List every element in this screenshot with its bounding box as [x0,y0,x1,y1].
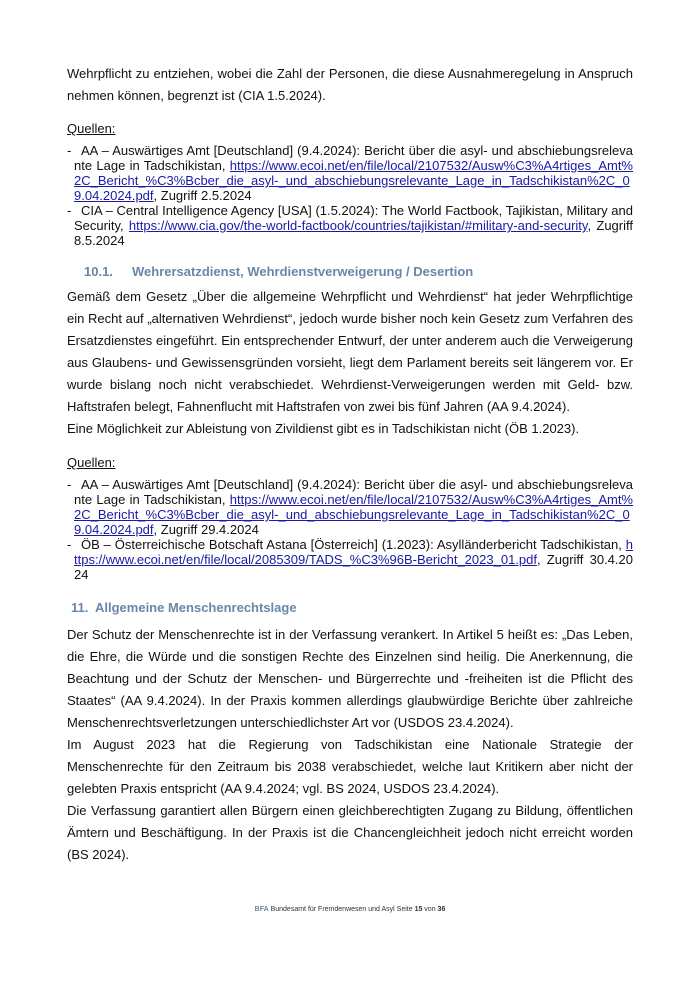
section-heading-10-1: 10.1. Wehrersatzdienst, Wehrdienstverweigerung / Desertion [84,264,474,279]
section-10-1-body: Gemäß dem Gesetz „Über die allgemeine Wehrpflicht und Wehrdienst“ hat jeder Wehrpflichtige ein Recht auf „alternativen Wehrdienst“, jedoch wurde bisher noch kein Gesetz zum Verfahren des Ersatzdienstes eingeführt. Ein entsprechender Entwurf, der unter anderem auch die Verweigerung aus Glaubens- und Gewissensgründen vorsieht, liegt dem Parlament bereits seit längerem vor. Er wurde bislang noch nicht verabschiedet. Wehrdienst-Verweigerungen werden mit Geld- bzw. Haftstrafen belegt, Fahnenflucht mit Haftstrafen von zwei bis fünf Jahren (AA 9.4.2024). Eine Möglichkeit zur Ableistung von Zivildienst gibt es in Tadschikistan nicht (ÖB 1.2023). [67,289,633,436]
page-footer: BFA Bundesamt für Fremdenwesen und Asyl Seite 15 von 36 [254,906,446,913]
page-total: 36 [437,906,446,913]
bfa-logo: BFA [254,906,269,913]
source-link[interactable]: https://www.ecoi.net/en/file/local/2107532/Ausw%C3%A4rtiges_Amt%2C_Bericht_%C3%Bcber_die_asyl-_und_abschiebungsrelevante_Lage_in_Tadschikistan%2C_09.04.2024.pdf [74,158,633,203]
page-number: 15 [414,906,423,913]
sources-label: Quellen: [67,121,116,136]
sources-label: Quellen: [67,455,116,470]
source-item: - AA – Auswärtiges Amt [Deutschland] (9.4.2024): Bericht über die asyl- und abschiebungsrelevante Lage in Tadschikistan, https://www.ecoi.net/en/file/local/2107532/Ausw%C3%A4rtiges_Amt%2C_Bericht_%C3%Bcber_die_asyl-_und_abschiebungsrelevante_Lage_in_Tadschikistan%2C_09.04.2024.pdf, Zugriff 2.5.2024 [67,143,633,203]
source-link[interactable]: https://www.ecoi.net/en/file/local/2085309/TADS_%C3%96B-Bericht_2023_01.pdf [74,537,633,567]
source-item: - CIA – Central Intelligence Agency [USA] (1.5.2024): The World Factbook, Tajikistan, Military and Security, https://www.cia.gov/the-world-factbook/countries/tajikistan/#military-and-security, Zugriff 8.5.2024 [67,203,633,248]
section-11-body: Der Schutz der Menschenrechte ist in der Verfassung verankert. In Artikel 5 heißt es: „Das Leben, die Ehre, die Würde und die sonstigen Rechte des Einzelnen sind heilig. Die Anerkennung, die Beachtung und der Schutz der Menschen- und Bürgerrechte und -freiheiten ist die Pflicht des Staates“ (AA 9.4.2024). In der Praxis kommen allerdings glaubwürdige Berichte über zahlreiche Menschenrechtsverletzungen unterschiedlichster Art vor (USDOS 23.4.2024). Im August 2023 hat die Regierung von Tadschikistan eine Nationale Strategie der Menschenrechte für den Zeitraum bis 2038 verabschiedet, welche laut Kritikern aber nicht der gelebten Praxis entspricht (AA 9.4.2024; vgl. BS 2024, USDOS 23.4.2024). Die Verfassung garantiert allen Bürgern einen gleichberechtigten Zugang zu Bildung, öffentlichen Ämtern und Beschäftigung. In der Praxis ist die Chancengleichheit jedoch nicht erreicht worden (BS 2024). [67,627,633,862]
intro-paragraph: Wehrpflicht zu entziehen, wobei die Zahl der Personen, die diese Ausnahmeregelung in Anspruch nehmen können, begrenzt ist (CIA 1.5.2024). [67,66,633,103]
source-item: - ÖB – Österreichische Botschaft Astana [Österreich] (1.2023): Asylländerbericht Tadschikistan, https://www.ecoi.net/en/file/local/2085309/TADS_%C3%96B-Bericht_2023_01.pdf, Zugriff 30.4.2024 [67,537,633,582]
source-link[interactable]: https://www.cia.gov/the-world-factbook/countries/tajikistan/#military-and-security [128,218,588,233]
source-item: - AA – Auswärtiges Amt [Deutschland] (9.4.2024): Bericht über die asyl- und abschiebungsrelevante Lage in Tadschikistan, https://www.ecoi.net/en/file/local/2107532/Ausw%C3%A4rtiges_Amt%2C_Bericht_%C3%Bcber_die_asyl-_und_abschiebungsrelevante_Lage_in_Tadschikistan%2C_09.04.2024.pdf, Zugriff 29.4.2024 [67,477,633,537]
sources-block-1 [67,121,633,248]
source-link[interactable]: https://www.ecoi.net/en/file/local/2107532/Ausw%C3%A4rtiges_Amt%2C_Bericht_%C3%Bcber_die_asyl-_und_abschiebungsrelevante_Lage_in_Tadschikistan%2C_09.04.2024.pdf [74,492,633,537]
sources-block-2 [67,455,633,582]
section-heading-11: 11. Allgemeine Menschenrechtslage [71,600,297,615]
